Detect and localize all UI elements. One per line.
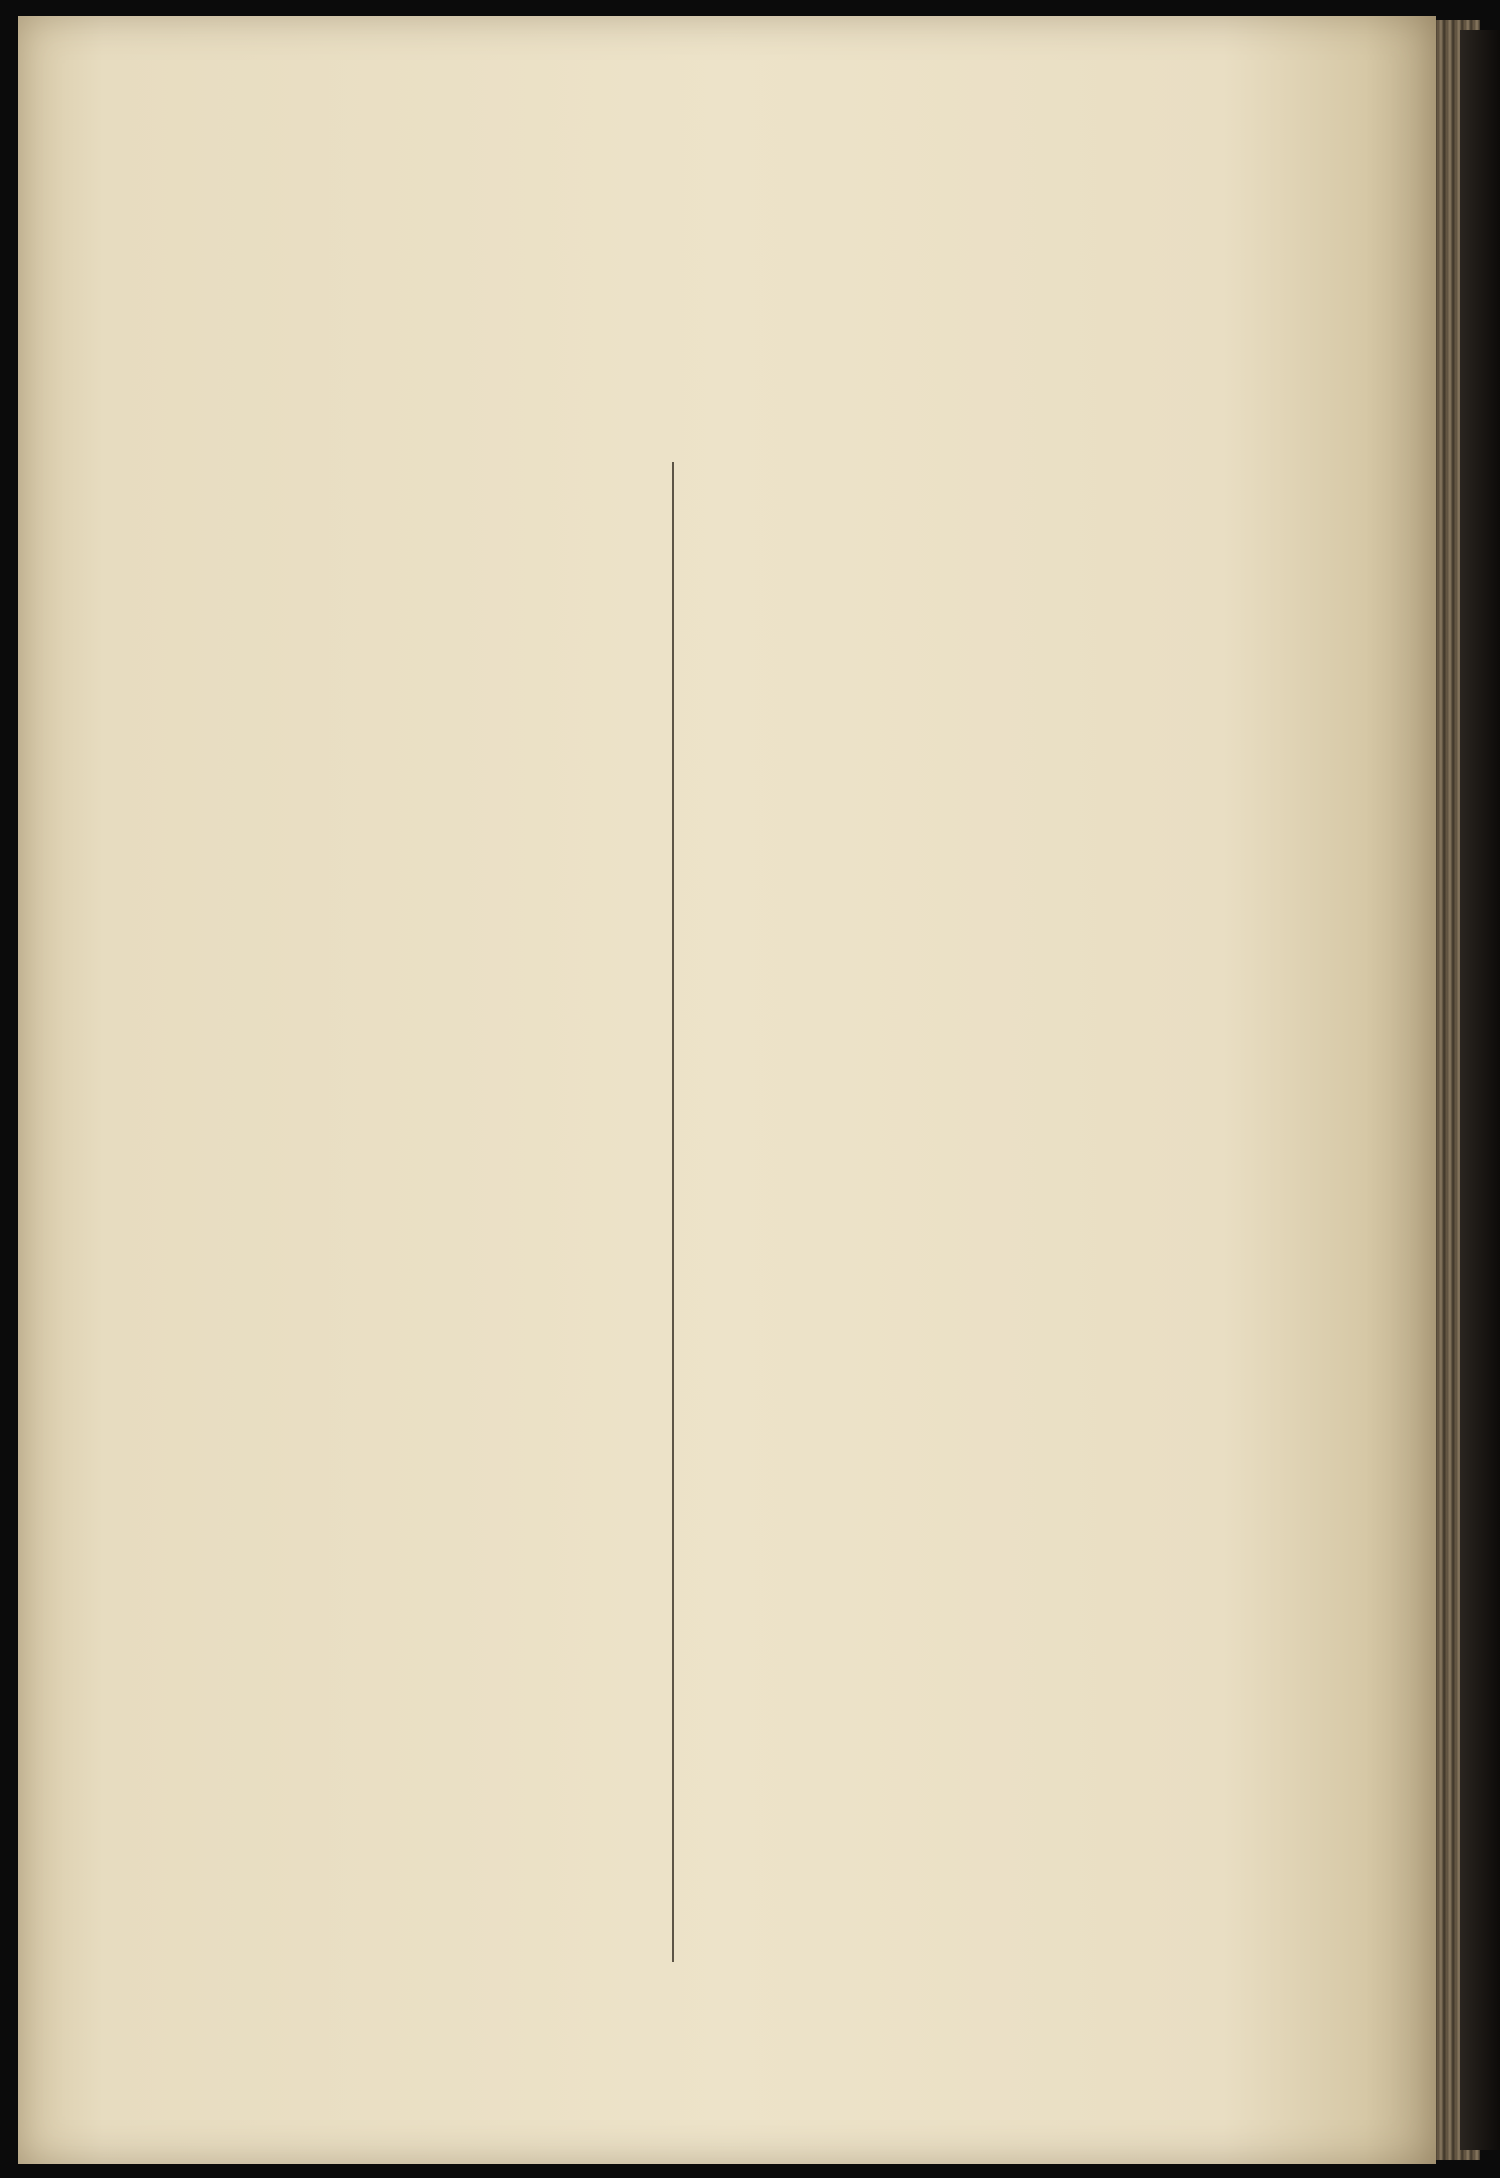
book-page [18, 16, 1436, 2164]
book-binding [1460, 30, 1500, 2150]
column-divider [672, 462, 674, 1962]
ornament-band-icon [160, 196, 1174, 288]
